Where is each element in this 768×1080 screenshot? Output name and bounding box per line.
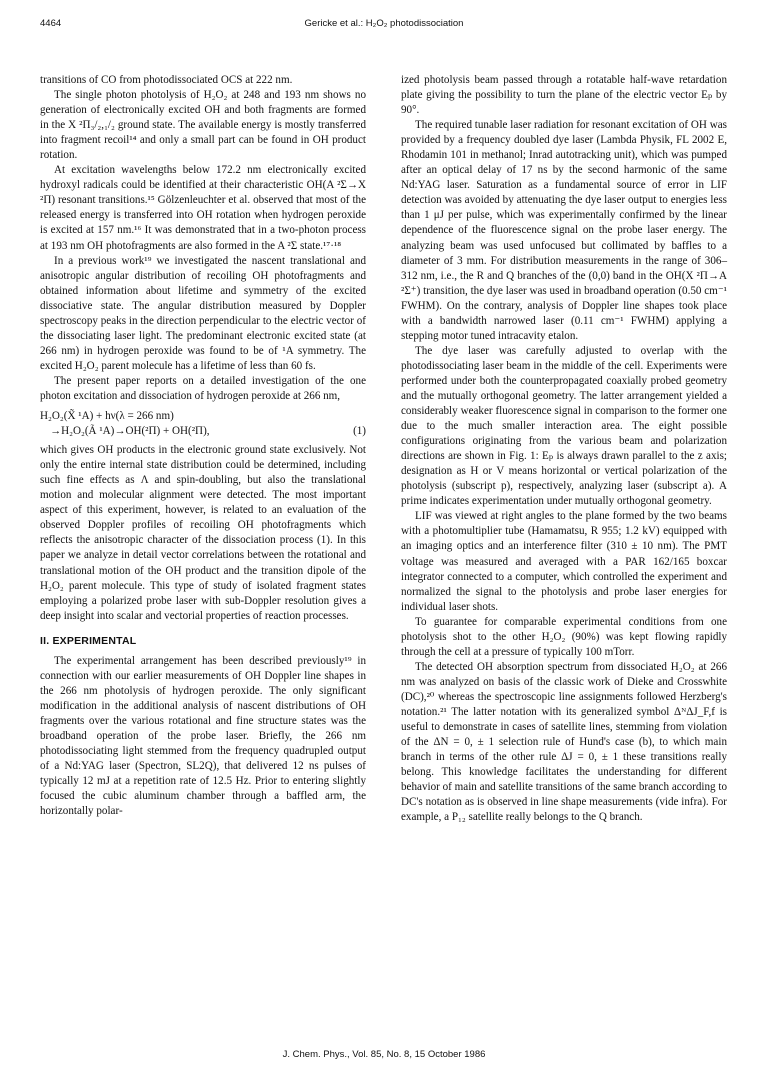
page-number: 4464 bbox=[40, 18, 62, 29]
paragraph: The detected OH absorption spectrum from dissociated H₂O₂ at 266 nm was analyzed on basis of the classic work of Dieke and Crosswhite (DC),²⁰ whereas the spectroscopic line assignments followed Herzberg's notation.²¹ The latter notation with its generalized symbol ΔᴺΔJ_F,f is useful to demonstrate in cases of satellite lines, stemming from violation of the ΔN = 0, ± 1 selection rule of Hund's case (b), to which main branch in terms of the other rule ΔJ = 0, ± 1 these transitions really belong. This knowledge facilitates the understanding for different behavior of main and satellite transitions of the same branch according to DC's notation as is observed in line shape measurements (vide infra). For example, a P₁₂ satellite really belongs to the Q branch. bbox=[401, 660, 727, 824]
paragraph: In a previous work¹⁹ we investigated the nascent translational and anisotropic angular distribution of recoiling OH photofragments and obtained information about lifetime and symmetry of the excited dissociative state. The angular distribution measured by Doppler spectroscopy peaks in the direction perpendicular to the electric vector of the dissociating laser light. The predominant electronic excited state (at 266 nm) in hydrogen peroxide was found to be of ¹A symmetry. The excited H₂O₂ parent molecule has a lifetime of less than 60 fs. bbox=[40, 254, 366, 372]
page-footer: J. Chem. Phys., Vol. 85, No. 8, 15 October 1986 bbox=[282, 1049, 486, 1060]
left-column bbox=[40, 73, 366, 819]
running-head: Gericke et al.: H₂O₂ photodissociation bbox=[304, 18, 464, 29]
paragraph: The required tunable laser radiation for resonant excitation of OH was provided by a frequency doubled dye laser (Lambda Physik, FL 2002 E, Rhodamin 101 in methanol; Inrad autotracking unit), which was pumped after an optical delay of 17 ns by the second harmonic of the same Nd:YAG laser. Saturation as a fundamental source of error in LIF detection was avoided by attenuating the dye laser output to energies less than 1 μJ per pulse, which was experimentally confirmed by the linear dependence of the fluorescence signal on the probe laser energy. The analyzing beam was used unfocused but collimated by baffles to a diameter of 3 mm. For distribution measurements in the range of 306–312 nm, i.e., the R and Q branches of the (0,0) band in the OH(X ²Π→A ²Σ⁺) transition, the dye laser was used in broadband operation (0.50 cm⁻¹ FWHM). On the contrary, analysis of Doppler line shapes took place with a bandwidth narrowed laser (0.11 cm⁻¹ FWHM) applying a stepping motor tuned intracavity etalon. bbox=[401, 119, 727, 342]
equation-line: →H₂O₂(Ã ¹A)→OH(²Π) + OH(²Π), bbox=[50, 425, 210, 438]
paragraph: The dye laser was carefully adjusted to overlap with the photodissociating laser beam in the middle of the cell. Experiments were performed under both the counterpropagated coaxially probed geometry and the mutually orthogonal geometry. The latter arrangement yielded a considerably weaker fluorescence signal in comparison to the former one due to the much smaller interaction area. The eight possible configurations originating from the various beam and polarization directions are shown in Fig. 1: Eₚ is always drawn parallel to the z axis; designation as H or V means horizontal or vertical polarization of the photolysis (subscript p), respectively, analyzing laser (subscript a). A prime indicates experimentation under mutually orthogonal geometry. bbox=[401, 344, 727, 508]
paragraph: At excitation wavelengths below 172.2 nm electronically excited hydroxyl radicals could be identified at their characteristic OH(A ²Σ→X ²Π) resonant transitions.¹⁵ Gölzenleuchter et al. observed that most of the released energy is transferred into OH rotation when hydrogen peroxide is excited at 157 nm.¹⁶ It was demonstrated that in a two-photon process at 193 nm OH photofragments are also formed in the A ²Σ state.¹⁷·¹⁸ bbox=[40, 164, 366, 252]
paragraph: LIF was viewed at right angles to the plane formed by the two beams with a photomultiplier tube (Hamamatsu, R 955; 1.2 kV) equipped with an imaging optics and an interference filter (310 ± 10 nm). The PMT voltage was measured and averaged with a PAR 162/165 boxcar integrator connected to a computer, which controlled the experiment and normalized the signal to the photolysis and probe laser energies for individual laser shots. bbox=[401, 510, 727, 613]
paragraph: To guarantee for comparable experimental conditions from one photolysis shot to the other H₂O₂ (90%) was kept flowing rapidly through the cell at a pressure of typically 100 mTorr. bbox=[401, 615, 727, 658]
paragraph: The experimental arrangement has been described previously¹⁹ in connection with our earlier measurements of OH Doppler line shapes in the 266 nm photolysis of hydrogen peroxide. The only significant modification in the additional analysis of nascent distributions of OH fragments over the various rotational and fine structure states was the broadband operation of the probe laser. Briefly, the 266 nm photodissociating light stemmed from the frequency quadrupled output of a Nd:YAG laser (Spectron, SL2Q), that delivered 12 ns pulses of typically 12 mJ at a repetition rate of 12.5 Hz. Prior to entering slightly focused the cubic aluminum chamber through a baffled arm, the horizontally polar- bbox=[40, 654, 366, 818]
page-header bbox=[40, 18, 728, 32]
paragraph: The present paper reports on a detailed investigation of the one photon excitation and dissociation of hydrogen peroxide at 266 nm, bbox=[40, 374, 366, 402]
section-heading: II. EXPERIMENTAL bbox=[40, 634, 137, 647]
equation-line: H₂O₂(X̃ ¹A) + hν(λ = 266 nm) bbox=[40, 410, 174, 423]
paragraph: transitions of CO from photodissociated OCS at 222 nm. bbox=[40, 74, 293, 86]
equation-1 bbox=[40, 409, 366, 439]
paragraph: ized photolysis beam passed through a rotatable half-wave retardation plate giving the possibility to turn the plane of the electric vector Eₚ by 90°. bbox=[401, 74, 727, 117]
paragraph: which gives OH products in the electronic ground state exclusively. Not only the entire internal state distribution could be determined, including such fine effects as Λ and spin-doubling, but also the translational motion and molecular alignment were detected. The most important aspect of this experiment, however, is related to an evaluation of the observed Doppler profiles of recoiling OH photofragments which reflects the anisotropic character of the dissociation process (1). In this paper we analyze in detail vector correlations between the rotational and translational motion of the OH product and the transition dipole of the H₂O₂ parent molecule. This type of study of isolated fragment states employing a polarized probe laser with sub-Doppler resolution gives a deep insight into scalar and vectorial properties of reaction processes. bbox=[40, 444, 366, 622]
equation-number: (1) bbox=[353, 425, 366, 438]
paragraph: The single photon photolysis of H₂O₂ at 248 and 193 nm shows no generation of electronically excited OH and both fragments are formed in the X ²Π₃/₂,₁/₂ ground state. The available energy is mostly transferred into fragment recoil¹⁴ and only a small part can be found in OH product rotation. bbox=[40, 89, 366, 162]
right-column bbox=[401, 73, 727, 825]
